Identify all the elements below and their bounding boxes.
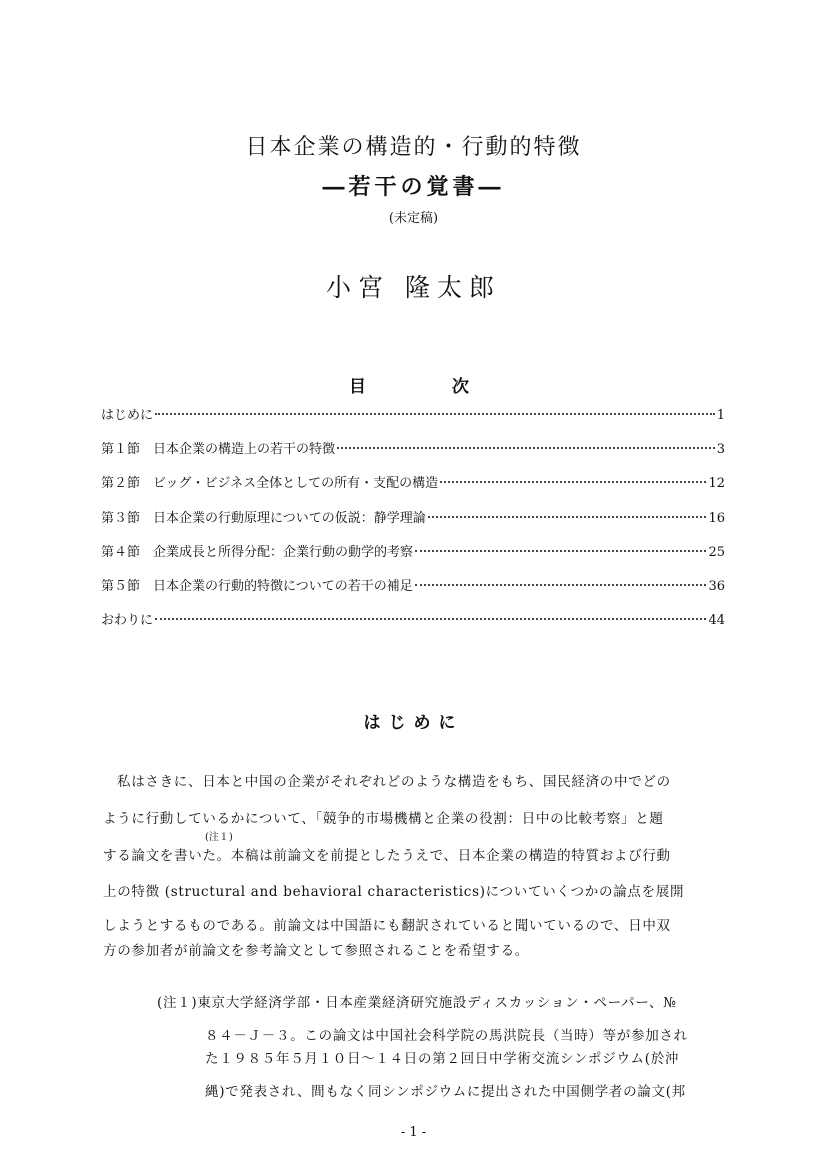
paragraph-line: ように行動しているかについて、「競争的市場機構と企業の役割：日中の比較考察」と題 — [103, 811, 664, 827]
toc-item-label: 第３節 日本企業の行動原理についての仮説：静学理論 — [101, 511, 426, 526]
footnote-reference: (注１) — [205, 832, 233, 843]
toc-leader — [155, 618, 706, 620]
page-number: - 1 - — [400, 1125, 427, 1140]
section-heading: はじめに — [363, 713, 464, 733]
footnote-line: ８４－Ｊ－３。この論文は中国社会科学院の馬洪院長（当時）等が参加され — [205, 1028, 688, 1044]
toc-item-page: 25 — [708, 545, 725, 560]
toc-item-page: 16 — [708, 511, 725, 526]
toc-item — [101, 575, 725, 601]
toc-item — [101, 541, 725, 567]
paragraph-line: する論文を書いた。本稿は前論文を前提としたうえで、日本企業の構造的特質および行動 — [103, 848, 671, 864]
toc-item-page: 36 — [708, 579, 725, 594]
toc-heading-right: 次 — [452, 377, 469, 397]
paragraph-line: 方の参加者が前論文を参考論文として参照されることを希望する。 — [103, 943, 529, 959]
toc-item-label: 第４節 企業成長と所得分配：企業行動の動学的考察 — [101, 545, 414, 560]
footnote-line: た１９８５年５月１０日～１４日の第２回日中学術交流シンポジウム(於沖 — [205, 1051, 680, 1067]
author-name: 小宮 隆太郎 — [326, 273, 501, 302]
toc-item — [101, 472, 725, 498]
toc-item-page: 1 — [716, 408, 725, 423]
toc-item-page: 44 — [708, 613, 725, 628]
toc-leader — [428, 516, 707, 518]
toc-heading — [349, 372, 469, 397]
footnote-line: (注１)東京大学経済学部・日本産業経済研究施設ディスカッション・ペーパー、№ — [157, 995, 677, 1011]
toc-heading-left: 目 — [349, 377, 366, 397]
document-title: 日本企業の構造的・行動的特徴 — [245, 135, 582, 160]
paragraph-line: 私はさきに、日本と中国の企業がそれぞれどのような構造をもち、国民経済の中でどの — [117, 774, 671, 790]
toc-leader — [337, 447, 715, 449]
footnote-line: 縄)で発表され、間もなく同シンポジウムに提出された中国側学者の論文(邦 — [205, 1084, 686, 1100]
toc-leader — [415, 584, 707, 586]
toc-item-label: おわりに — [101, 613, 154, 628]
toc-item — [101, 438, 725, 464]
toc-item-label: 第１節 日本企業の構造上の若干の特徴 — [101, 442, 336, 457]
paragraph-line: しようとするものである。前論文は中国語にも翻訳されていると聞いているので、日中双 — [103, 918, 671, 934]
toc-item-label: 第５節 日本企業の行動的特徴についての若干の補足 — [101, 579, 413, 594]
toc-leader — [415, 550, 706, 552]
document-subtitle: ―若干の覚書― — [322, 174, 505, 200]
toc-item — [101, 507, 725, 533]
draft-note: (未定稿) — [388, 211, 439, 226]
toc-item — [101, 404, 725, 430]
toc-item-page: 12 — [708, 476, 725, 491]
toc-leader — [440, 481, 706, 483]
toc-item-page: 3 — [716, 442, 725, 457]
toc-item-label: はじめに — [101, 408, 154, 423]
toc-item-label: 第２節 ビッグ・ビジネス全体としての所有・支配の構造 — [101, 476, 439, 491]
toc-leader — [155, 413, 715, 415]
paragraph-line: 上の特徴 (structural and behavioral characteristics)についていくつかの論点を展開 — [103, 884, 685, 900]
toc-item — [101, 609, 725, 635]
